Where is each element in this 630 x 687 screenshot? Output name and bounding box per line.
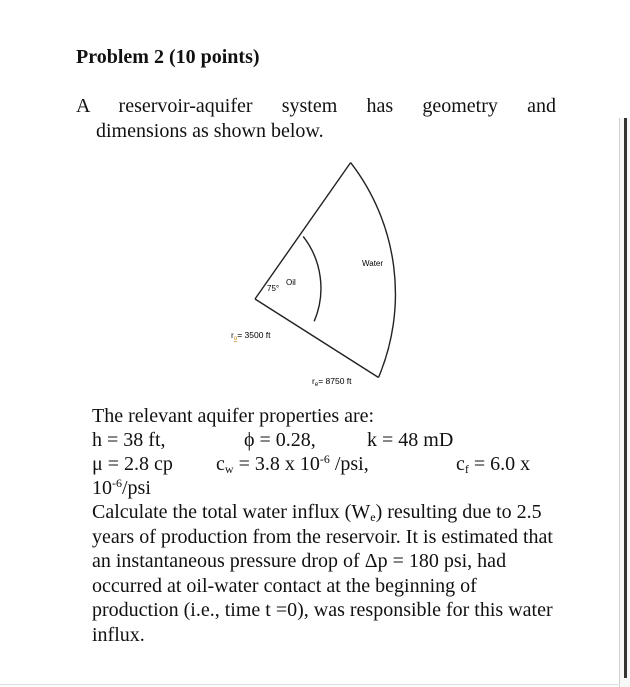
problem-title: Problem 2 (10 points) [76,46,260,68]
mu-value: μ = 2.8 cp [92,453,173,475]
cf-continuation: $10^{-6}$/psi [92,476,151,499]
question-text: Calculate the total water influx $(W_e)$ resulting due to 2.5 years of production from the reservoir. It is estimated that an instantaneous pressure drop of Δp = 180 psi, had occurred at oil-water contact at the beginning of production (i.e., time t =0), was responsible for this water influx. [92,501,553,646]
k-value: k = 48 mD [367,429,454,451]
upper-radius-line [255,163,351,299]
inner-arc [303,236,321,321]
angle-label: 75° [267,284,280,293]
properties-heading: The relevant aquifer properties are: [92,405,375,427]
cf-value: $c_f = 6.0$ x [456,453,531,476]
phi-value: ϕ = 0.28, [244,429,316,451]
intro-line-2: dimensions as shown below. [96,120,324,142]
cw-value: $c_w = 3.8$ x $10^{-6}$ /psi, [216,452,369,476]
outer-arc [351,163,396,378]
properties-section [92,404,562,647]
water-label: Water [362,259,384,268]
re-label: $r_e= 8750$ ft [312,376,352,388]
ro-label: $r_o= 3500$ ft [231,330,271,342]
intro-line-1: A reservoir-aquifer system has geometry and [76,95,556,117]
oil-label: Oil [286,278,296,287]
h-value: h = 38 ft, [92,429,166,451]
lower-radius-line [255,299,379,378]
properties-row-2 [92,452,562,476]
properties-row-1 [92,428,562,452]
